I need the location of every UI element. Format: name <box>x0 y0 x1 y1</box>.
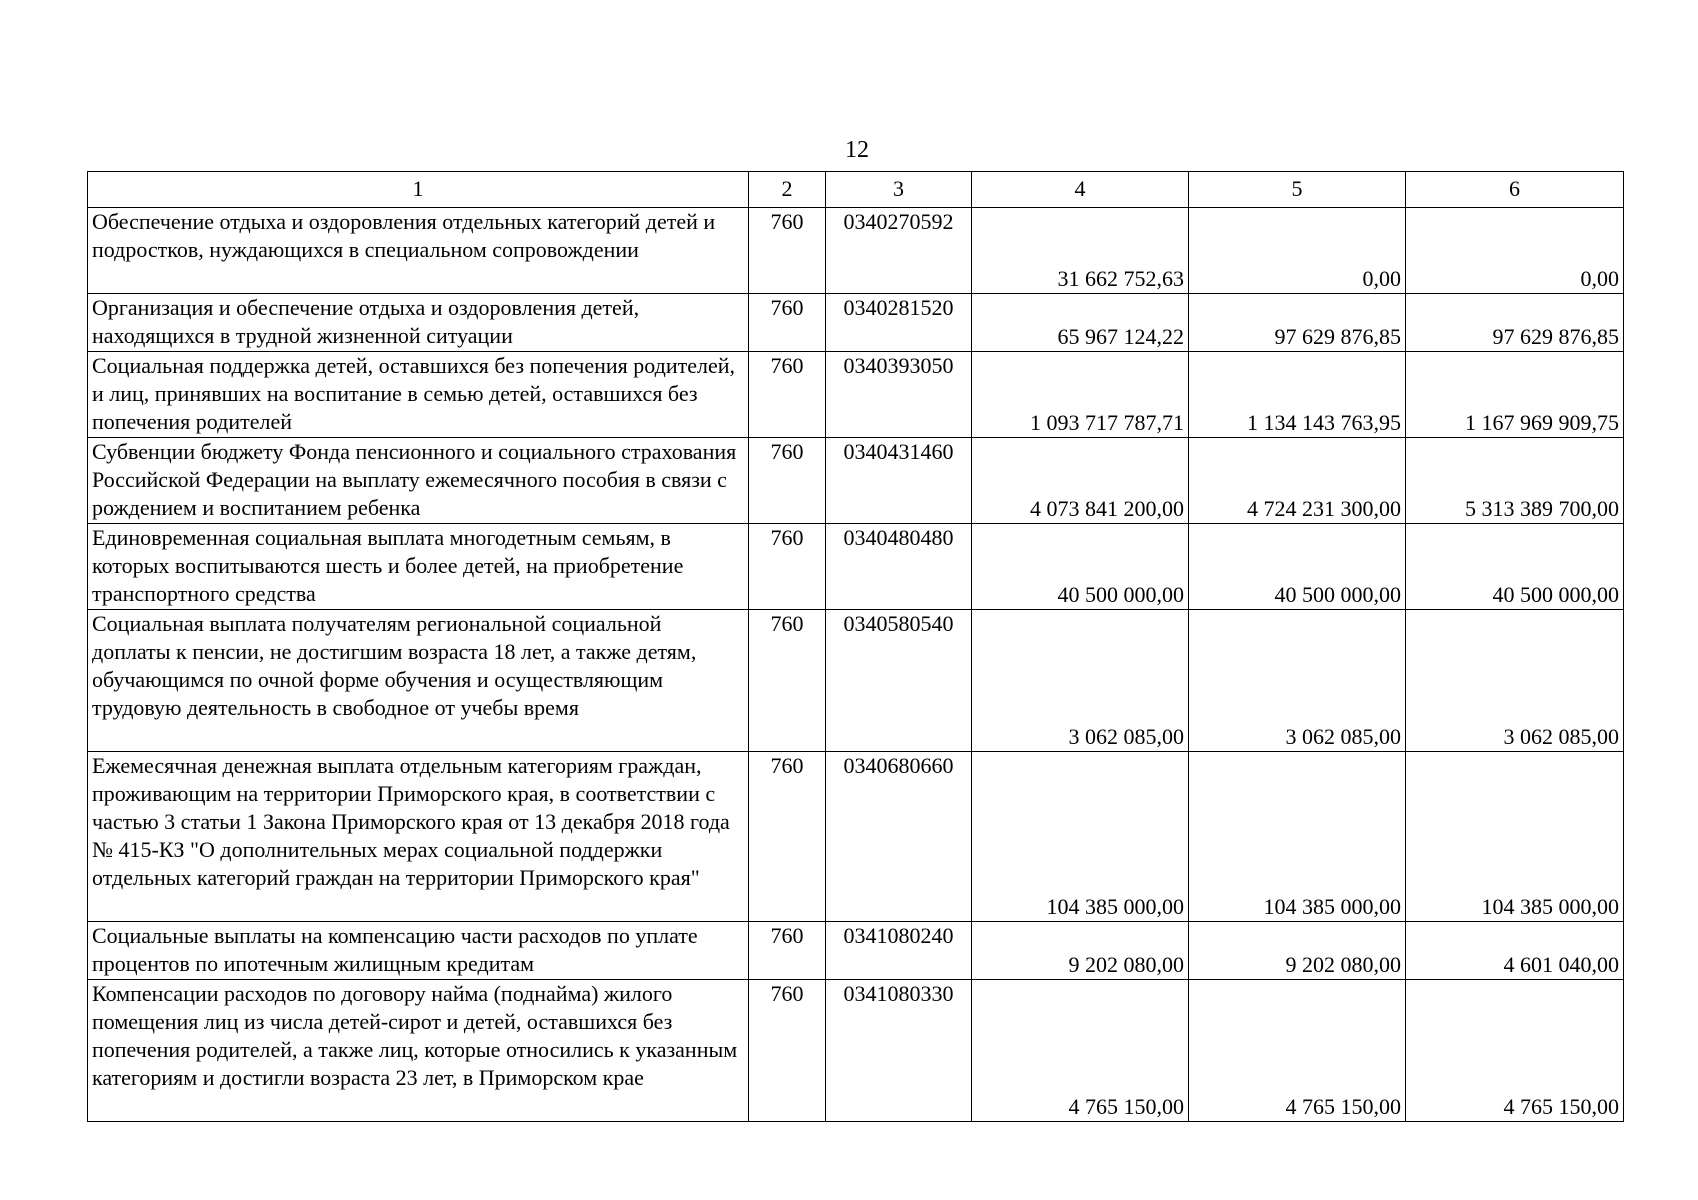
row-target-code-cell: 0340580540 <box>826 610 972 752</box>
row-value-col4-cell: 4 073 841 200,00 <box>972 438 1189 524</box>
row-value-col4-cell: 40 500 000,00 <box>972 524 1189 610</box>
table-row <box>88 752 1624 922</box>
row-target-code-cell: 0340270592 <box>826 208 972 294</box>
row-value-col5-cell: 0,00 <box>1189 208 1406 294</box>
row-value-col5-cell: 40 500 000,00 <box>1189 524 1406 610</box>
row-target-code-cell: 0341080240 <box>826 922 972 980</box>
row-code-cell: 760 <box>749 922 826 980</box>
row-value-col4-cell: 1 093 717 787,71 <box>972 352 1189 438</box>
row-code-cell: 760 <box>749 610 826 752</box>
budget-table <box>87 171 1624 1122</box>
row-target-code-cell: 0340393050 <box>826 352 972 438</box>
column-header-5: 5 <box>1189 172 1406 208</box>
row-value-col4-cell: 4 765 150,00 <box>972 980 1189 1122</box>
row-code-cell: 760 <box>749 980 826 1122</box>
row-name-cell: Единовременная социальная выплата многодетным семьям, в которых воспитываются шесть и более детей, на приобретение транспортного средства <box>88 524 749 610</box>
table-row <box>88 208 1624 294</box>
row-target-code-cell: 0340431460 <box>826 438 972 524</box>
row-value-col6-cell: 4 601 040,00 <box>1406 922 1624 980</box>
row-name-cell: Социальная поддержка детей, оставшихся без попечения родителей, и лиц, принявших на воспитание в семью детей, оставшихся без попечения родителей <box>88 352 749 438</box>
table-row <box>88 438 1624 524</box>
row-value-col6-cell: 97 629 876,85 <box>1406 294 1624 352</box>
row-value-col5-cell: 3 062 085,00 <box>1189 610 1406 752</box>
row-code-cell: 760 <box>749 752 826 922</box>
row-value-col6-cell: 5 313 389 700,00 <box>1406 438 1624 524</box>
row-value-col5-cell: 9 202 080,00 <box>1189 922 1406 980</box>
table-row <box>88 980 1624 1122</box>
row-target-code-cell: 0340281520 <box>826 294 972 352</box>
row-name-cell: Организация и обеспечение отдыха и оздоровления детей, находящихся в трудной жизненной ситуации <box>88 294 749 352</box>
row-value-col6-cell: 3 062 085,00 <box>1406 610 1624 752</box>
row-name-cell: Ежемесячная денежная выплата отдельным категориям граждан, проживающим на территории Приморского края, в соответствии с частью 3 статьи 1 Закона Приморского края от 13 декабря 2018 года № 415-КЗ "О дополнительных мерах социальной поддержки отдельных категорий граждан на территории Приморского края" <box>88 752 749 922</box>
row-target-code-cell: 0340480480 <box>826 524 972 610</box>
row-code-cell: 760 <box>749 438 826 524</box>
row-code-cell: 760 <box>749 208 826 294</box>
table-row <box>88 922 1624 980</box>
column-header-2: 2 <box>749 172 826 208</box>
row-code-cell: 760 <box>749 524 826 610</box>
row-value-col4-cell: 104 385 000,00 <box>972 752 1189 922</box>
page-number: 12 <box>845 137 869 163</box>
table-row <box>88 610 1624 752</box>
table-header-row <box>88 172 1624 208</box>
row-code-cell: 760 <box>749 352 826 438</box>
row-value-col4-cell: 31 662 752,63 <box>972 208 1189 294</box>
row-value-col4-cell: 3 062 085,00 <box>972 610 1189 752</box>
row-value-col5-cell: 4 765 150,00 <box>1189 980 1406 1122</box>
row-value-col6-cell: 1 167 969 909,75 <box>1406 352 1624 438</box>
row-target-code-cell: 0341080330 <box>826 980 972 1122</box>
row-value-col4-cell: 65 967 124,22 <box>972 294 1189 352</box>
row-target-code-cell: 0340680660 <box>826 752 972 922</box>
row-value-col6-cell: 40 500 000,00 <box>1406 524 1624 610</box>
row-value-col6-cell: 104 385 000,00 <box>1406 752 1624 922</box>
row-name-cell: Компенсации расходов по договору найма (поднайма) жилого помещения лиц из числа детей-сирот и детей, оставшихся без попечения родителей, а также лиц, которые относились к указанным категориям и достигли возраста 23 лет, в Приморском крае <box>88 980 749 1122</box>
column-header-4: 4 <box>972 172 1189 208</box>
table-row <box>88 294 1624 352</box>
row-name-cell: Субвенции бюджету Фонда пенсионного и социального страхования Российской Федерации на выплату ежемесячного пособия в связи с рождением и воспитанием ребенка <box>88 438 749 524</box>
row-value-col5-cell: 97 629 876,85 <box>1189 294 1406 352</box>
row-name-cell: Социальная выплата получателям региональной социальной доплаты к пенсии, не достигшим возраста 18 лет, а также детям, обучающимся по очной форме обучения и осуществляющим трудовую деятельность в свободное от учебы время <box>88 610 749 752</box>
row-value-col4-cell: 9 202 080,00 <box>972 922 1189 980</box>
row-value-col5-cell: 104 385 000,00 <box>1189 752 1406 922</box>
row-name-cell: Обеспечение отдыха и оздоровления отдельных категорий детей и подростков, нуждающихся в специальном сопровождении <box>88 208 749 294</box>
column-header-1: 1 <box>88 172 749 208</box>
row-name-cell: Социальные выплаты на компенсацию части расходов по уплате процентов по ипотечным жилищным кредитам <box>88 922 749 980</box>
column-header-3: 3 <box>826 172 972 208</box>
table-row <box>88 524 1624 610</box>
table-row <box>88 352 1624 438</box>
row-value-col6-cell: 0,00 <box>1406 208 1624 294</box>
column-header-6: 6 <box>1406 172 1624 208</box>
row-value-col6-cell: 4 765 150,00 <box>1406 980 1624 1122</box>
row-code-cell: 760 <box>749 294 826 352</box>
row-value-col5-cell: 4 724 231 300,00 <box>1189 438 1406 524</box>
row-value-col5-cell: 1 134 143 763,95 <box>1189 352 1406 438</box>
